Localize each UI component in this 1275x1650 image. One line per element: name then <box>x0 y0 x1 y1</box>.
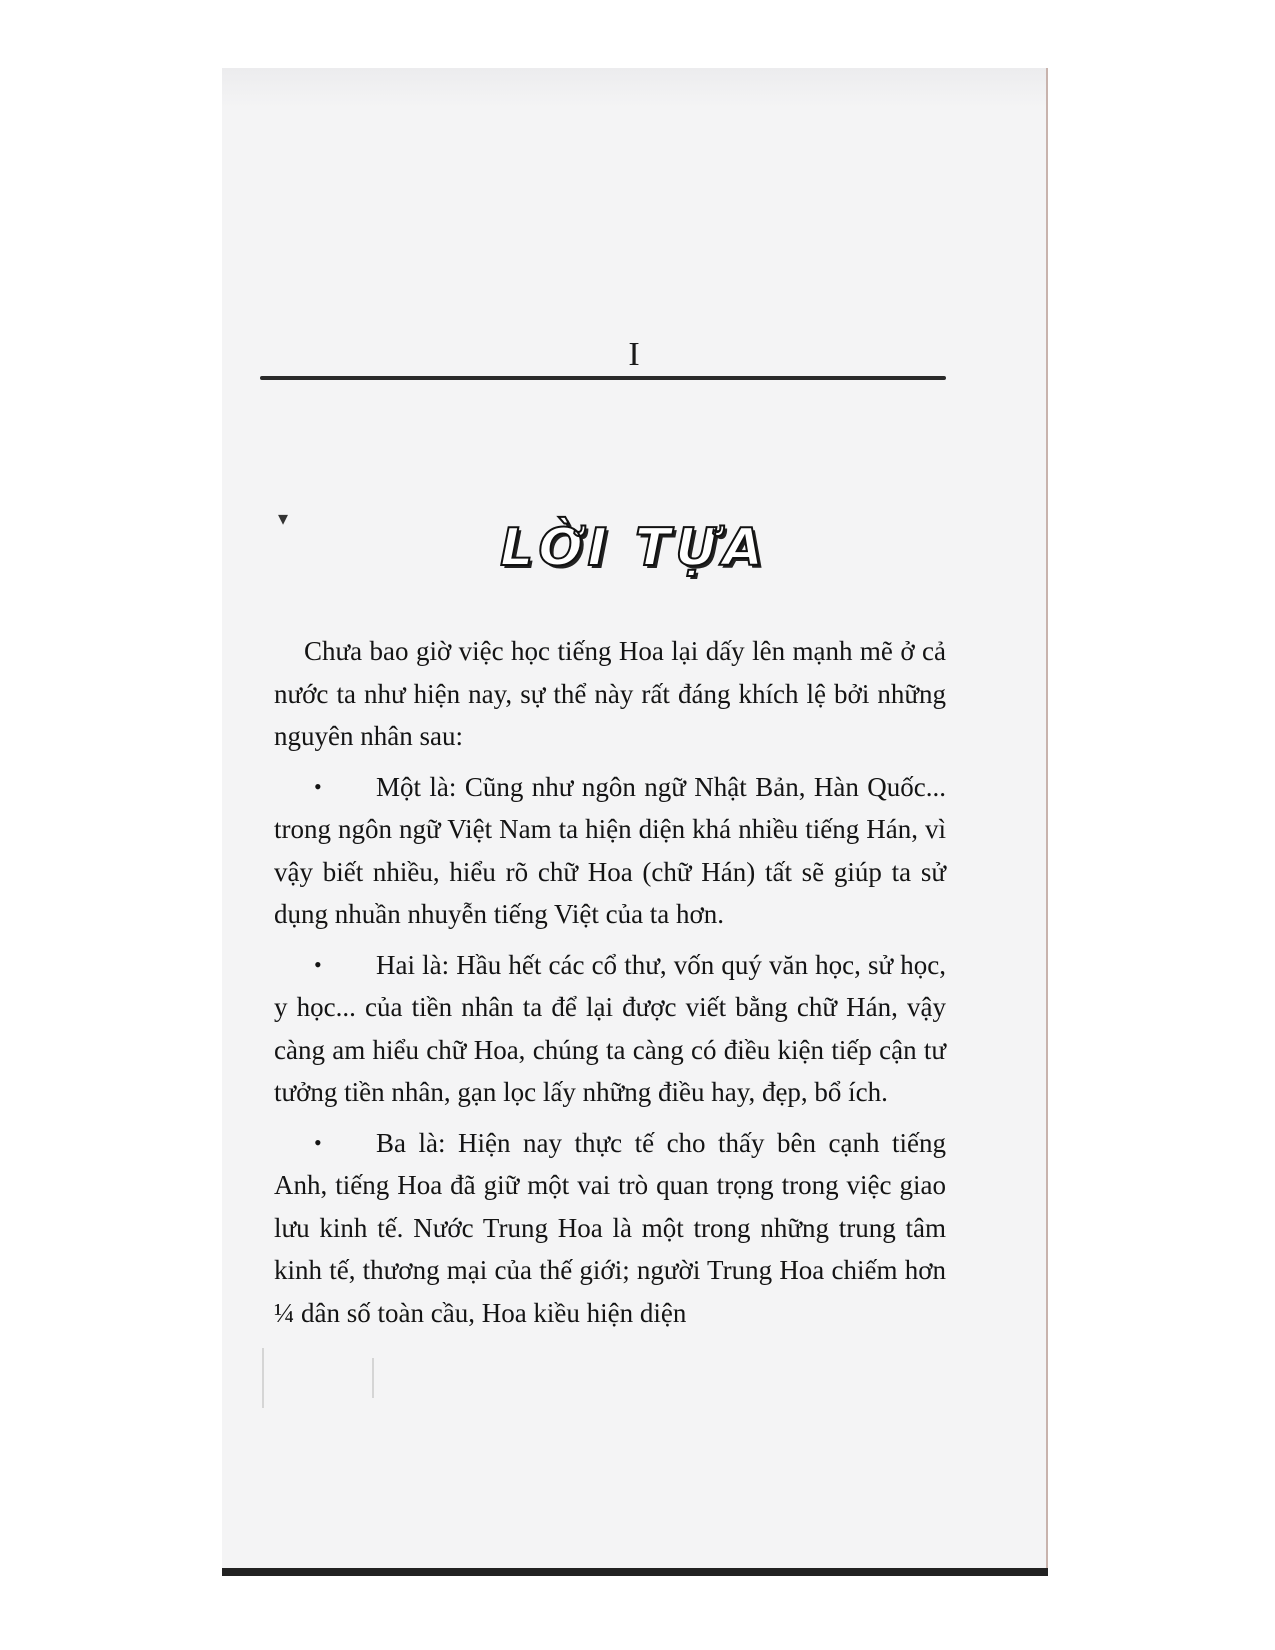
bullet-text: Một là: Cũng như ngôn ngữ Nhật Bản, Hàn Quốc... trong ngôn ngữ Việt Nam ta hiện diện khá nhiều tiếng Hán, vì vậy biết nhiều, hiểu rõ chữ Hoa (chữ Hán) tất sẽ giúp ta sử dụng nhuần nhuyễn tiếng Việt của ta hơn. <box>274 771 946 929</box>
page-shadow <box>222 68 1046 108</box>
body-text <box>274 630 946 1342</box>
scan-mark <box>372 1358 374 1398</box>
book-page <box>222 68 1048 1572</box>
bullet-icon: • <box>314 951 322 977</box>
bullet-icon: • <box>314 1129 322 1155</box>
page-bottom-edge <box>222 1568 1048 1576</box>
title-ornament-icon: ▾ <box>278 508 289 530</box>
intro-paragraph: Chưa bao giờ việc học tiếng Hoa lại dấy lên mạnh mẽ ở cả nước ta như hiện nay, sự thể này rất đáng khích lệ bởi những nguyên nhân sau: <box>274 636 946 751</box>
bullet-item <box>274 1122 946 1335</box>
bullet-text: Hai là: Hầu hết các cổ thư, vốn quý văn học, sử học, y học... của tiền nhân ta để lại được viết bằng chữ Hán, vậy càng am hiểu chữ Hoa, chúng ta càng có điều kiện tiếp cận tư tưởng tiền nhân, gạn lọc lấy những điều hay, đẹp, bổ ích. <box>274 949 946 1107</box>
bullet-icon: • <box>314 773 322 799</box>
page-title: LỜI TỰA <box>500 518 768 578</box>
bullet-text: Ba là: Hiện nay thực tế cho thấy bên cạnh tiếng Anh, tiếng Hoa đã giữ một vai trò quan trọng trong việc giao lưu kinh tế. Nước Trung Hoa là một trong những trung tâm kinh tế, thương mại của thế giới; người Trung Hoa chiếm hơn ¼ dân số toàn cầu, Hoa kiều hiện diện <box>274 1127 946 1328</box>
scan-mark <box>262 1348 264 1408</box>
page-number: I <box>628 336 640 373</box>
header-rule <box>260 376 946 380</box>
bullet-item <box>274 766 946 936</box>
bullet-item <box>274 944 946 1114</box>
